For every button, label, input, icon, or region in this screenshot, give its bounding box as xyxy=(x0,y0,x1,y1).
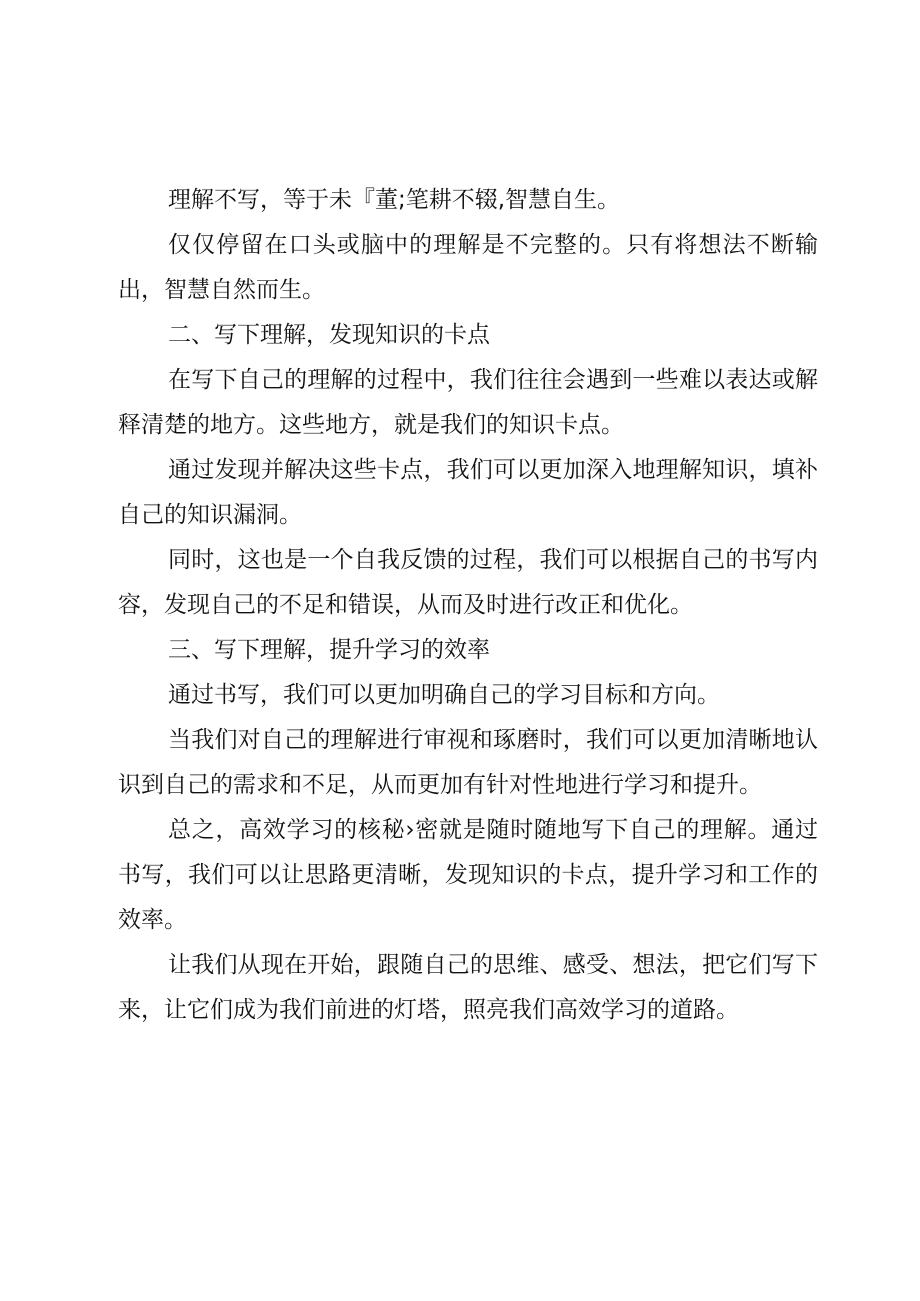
paragraph-2: 仅仅停留在口头或脑中的理解是不完整的。只有将想法不断输出，智慧自然而生。 xyxy=(118,232,818,303)
paragraph-8: 总之，高效学习的核秘›密就是随时随地写下自己的理解。通过书写，我们可以让思路更清晰，发现知识的卡点，提升学习和工作的效率。 xyxy=(118,817,818,933)
paragraph-7: 当我们对自己的理解进行审视和琢磨时，我们可以更加清晰地认识到自己的需求和不足，从而更加有针对性地进行学习和提升。 xyxy=(118,727,818,798)
paragraph-9: 让我们从现在开始，跟随自己的思维、感受、想法，把它们写下来，让它们成为我们前进的灯塔，照亮我们高效学习的道路。 xyxy=(118,952,818,1023)
paragraph-6: 通过书写，我们可以更加明确自己的学习目标和方向。 xyxy=(168,682,720,708)
paragraph-5: 同时，这也是一个自我反馈的过程，我们可以根据自己的书写内容，发现自己的不足和错误，从而及时进行改正和优化。 xyxy=(118,547,818,618)
paragraph-3: 在写下自己的理解的过程中，我们往往会遇到一些难以表达或解释清楚的地方。这些地方，就是我们的知识卡点。 xyxy=(118,367,818,438)
section-heading-3: 三、写下理解，提升学习的效率 xyxy=(168,637,490,663)
section-heading-2: 二、写下理解，发现知识的卡点 xyxy=(168,322,490,348)
paragraph-4: 通过发现并解决这些卡点，我们可以更加深入地理解知识，填补自己的知识漏洞。 xyxy=(118,457,818,528)
paragraph-1: 理解不写，等于未『董;笔耕不辍,智慧自生。 xyxy=(168,187,621,213)
document-body xyxy=(118,178,818,1033)
